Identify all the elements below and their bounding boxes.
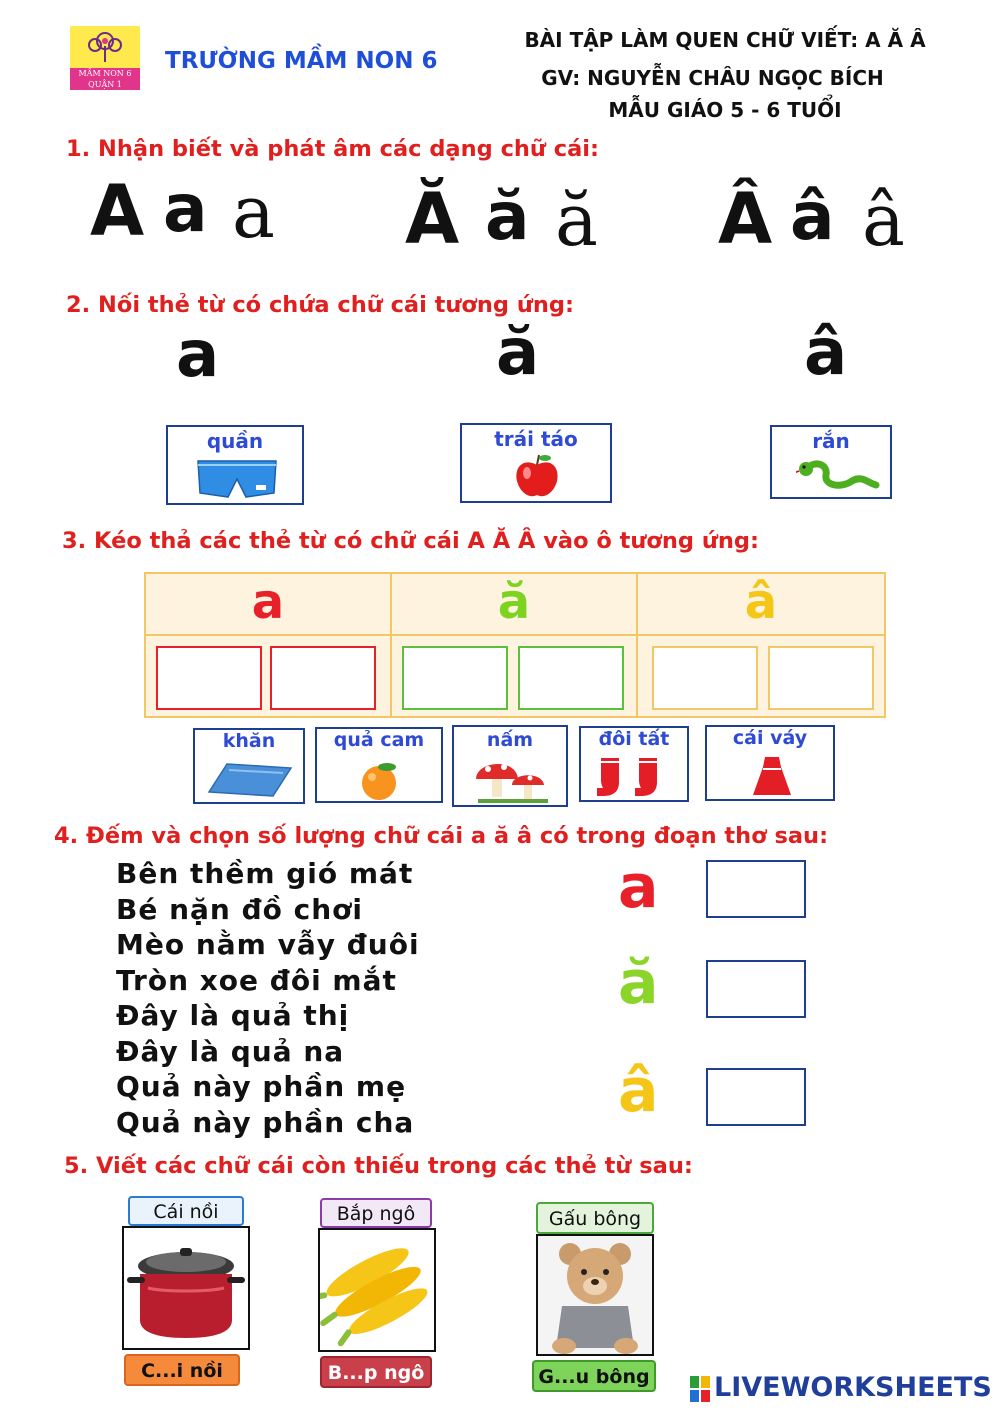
drag-card-doi-tat[interactable] bbox=[579, 726, 689, 802]
letter-a-circumflex-script: â bbox=[862, 178, 905, 262]
section2-title: 2. Nối thẻ từ có chứa chữ cái tương ứng: bbox=[66, 292, 574, 318]
poem-line: Quả này phần cha bbox=[116, 1105, 415, 1139]
logo-subtext: QUẬN 1 bbox=[88, 80, 122, 89]
logo-text: MẦM NON 6 bbox=[78, 69, 132, 78]
pot-photo bbox=[122, 1226, 250, 1350]
logo-band bbox=[70, 68, 140, 90]
grid-header-a-breve: ă bbox=[392, 574, 638, 636]
section1-title: 1. Nhận biết và phát âm các dạng chữ cái: bbox=[66, 136, 600, 162]
letter-a-script: a bbox=[232, 170, 275, 254]
teddy-bear-icon bbox=[538, 1236, 652, 1354]
count-input-a-circumflex[interactable] bbox=[706, 1068, 806, 1126]
liveworksheets-logo-icon bbox=[690, 1376, 710, 1402]
teddy-photo bbox=[536, 1234, 654, 1356]
drop-slot-a-2[interactable] bbox=[270, 646, 376, 710]
missing-letter-input[interactable]: B...p ngô bbox=[320, 1356, 432, 1388]
shorts-icon bbox=[194, 457, 280, 501]
section4-title: 4. Đếm và chọn số lượng chữ cái a ă â có trong đoạn thơ sau: bbox=[54, 823, 829, 849]
drag-card-khan[interactable] bbox=[193, 728, 305, 804]
dress-icon bbox=[747, 755, 797, 799]
word-card-label: quần bbox=[206, 429, 264, 453]
drag-card-cai-vay[interactable] bbox=[705, 725, 835, 801]
section3-title: 3. Kéo thả các thẻ từ có chữ cái A Ă Â vào ô tương ứng: bbox=[62, 528, 759, 554]
match-letter-a-breve[interactable]: ă bbox=[496, 316, 540, 390]
grid-header-a: a bbox=[146, 574, 392, 636]
word-card-ran[interactable] bbox=[770, 425, 892, 499]
letter-a-breve-upper: Ă bbox=[405, 178, 460, 260]
teacher-name: GV: NGUYỄN CHÂU NGỌC BÍCH bbox=[541, 66, 884, 90]
letter-a-lower: a bbox=[163, 170, 208, 247]
letter-a-breve-lower: ă bbox=[485, 178, 530, 255]
match-letter-a[interactable]: a bbox=[176, 318, 220, 392]
pot-icon bbox=[124, 1228, 248, 1348]
mushroom-icon bbox=[472, 757, 552, 805]
socks-icon bbox=[595, 754, 677, 800]
orange-icon bbox=[347, 759, 411, 801]
tree-logo-icon bbox=[84, 30, 126, 64]
count-letter-a-breve: ă bbox=[618, 948, 659, 1018]
corn-icon bbox=[320, 1230, 434, 1350]
word-card-label: trái táo bbox=[494, 427, 578, 451]
word-card-quan[interactable] bbox=[166, 425, 304, 505]
word-card-label: rắn bbox=[812, 429, 850, 453]
count-letter-a-circumflex: â bbox=[618, 1056, 659, 1126]
poem-line: Quả này phần mẹ bbox=[116, 1070, 407, 1103]
card-top-label: Cái nồi bbox=[128, 1196, 244, 1226]
drop-slot-a-breve-2[interactable] bbox=[518, 646, 624, 710]
card-top-label: Bắp ngô bbox=[320, 1198, 432, 1228]
drop-slot-a-circumflex-2[interactable] bbox=[768, 646, 874, 710]
count-input-a-breve[interactable] bbox=[706, 960, 806, 1018]
corn-photo bbox=[318, 1228, 436, 1352]
poem bbox=[116, 856, 420, 1140]
snake-icon bbox=[796, 455, 880, 495]
drag-card-nam[interactable] bbox=[452, 725, 568, 807]
count-letter-a: a bbox=[618, 852, 659, 922]
poem-line: Đây là quả na bbox=[116, 1034, 345, 1068]
drag-card-qua-cam[interactable] bbox=[315, 727, 443, 803]
letter-a-breve-script: ă bbox=[555, 178, 598, 262]
drop-slot-a-1[interactable] bbox=[156, 646, 262, 710]
towel-icon bbox=[207, 760, 293, 800]
count-input-a[interactable] bbox=[706, 860, 806, 918]
word-card-label: nấm bbox=[486, 729, 534, 751]
missing-letter-input[interactable]: G...u bông bbox=[532, 1360, 656, 1392]
drop-grid bbox=[144, 572, 886, 718]
age-group: MẪU GIÁO 5 - 6 TUỔI bbox=[608, 98, 842, 122]
grid-divider bbox=[146, 634, 884, 636]
card-top-label: Gấu bông bbox=[536, 1202, 654, 1234]
letter-a-circumflex-upper: Â bbox=[718, 178, 773, 260]
liveworksheets-brand[interactable]: LIVEWORKSHEETS bbox=[714, 1372, 992, 1403]
grid-header-a-circumflex: â bbox=[744, 574, 778, 630]
word-card-trai-tao[interactable] bbox=[460, 423, 612, 503]
missing-letter-input[interactable]: C...i nồi bbox=[124, 1354, 240, 1386]
poem-line: Đây là quả thị bbox=[116, 999, 350, 1032]
letter-a-circumflex-lower: â bbox=[790, 178, 835, 255]
poem-line: Tròn xoe đôi mắt bbox=[116, 963, 397, 997]
match-letter-a-circumflex[interactable]: â bbox=[804, 316, 848, 390]
grid-divider bbox=[636, 634, 638, 718]
poem-line: Mèo nằm vẫy đuôi bbox=[116, 928, 420, 961]
drop-slot-a-breve-1[interactable] bbox=[402, 646, 508, 710]
word-card-label: đôi tất bbox=[598, 728, 670, 750]
letter-a-upper: A bbox=[90, 170, 145, 252]
word-card-label: cái váy bbox=[732, 727, 808, 749]
word-card-label: quả cam bbox=[333, 729, 425, 751]
school-logo bbox=[70, 26, 140, 90]
school-name: TRƯỜNG MẦM NON 6 bbox=[165, 48, 438, 74]
poem-line: Bên thềm gió mát bbox=[116, 857, 414, 890]
poem-line: Bé nặn đồ chơi bbox=[116, 892, 363, 926]
section5-title: 5. Viết các chữ cái còn thiếu trong các thẻ từ sau: bbox=[64, 1153, 693, 1179]
drop-slot-a-circumflex-1[interactable] bbox=[652, 646, 758, 710]
word-card-label: khăn bbox=[222, 730, 276, 752]
worksheet-title: BÀI TẬP LÀM QUEN CHỮ VIẾT: A Ă Â bbox=[524, 28, 926, 52]
apple-icon bbox=[512, 453, 562, 501]
grid-divider bbox=[390, 634, 392, 718]
